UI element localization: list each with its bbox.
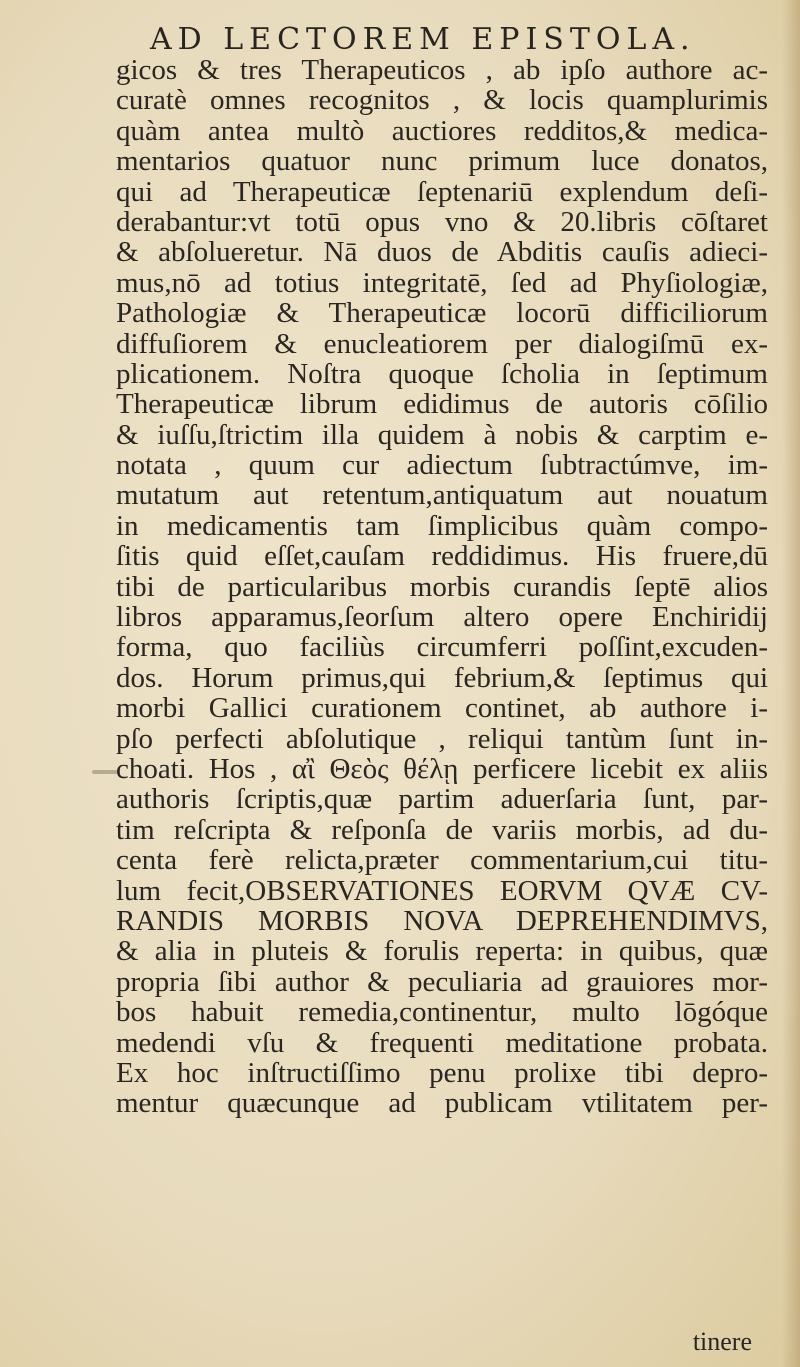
running-head: AD LECTOREM EPISTOLA.	[150, 22, 696, 57]
text-line: bos habuit remedia,continentur, multo lōgóque	[116, 996, 768, 1029]
text-line: authoris ſcriptis,quæ partim aduerſaria ſunt, par-	[116, 783, 768, 816]
text-line: derabantur:vt totū opus vno & 20.libris cōſtaret	[116, 205, 768, 238]
text-line: quàm antea multò auctiores redditos,& medica-	[116, 114, 768, 147]
text-line: RANDIS MORBIS NOVA DEPREHENDIMVS,	[116, 904, 768, 937]
text-line: diffuſiorem & enucleatiorem per dialogiſmū ex-	[116, 327, 768, 360]
text-line: Pathologiæ & Therapeuticæ locorū difficiliorum	[116, 297, 768, 330]
text-line: Therapeuticæ librum edidimus de autoris cōſilio	[116, 388, 768, 421]
text-line: tim reſcripta & reſponſa de variis morbis, ad du-	[116, 813, 768, 846]
text-line: mutatum aut retentum,antiquatum aut nouatum	[116, 479, 768, 512]
text-line: medendi vſu & frequenti meditatione probata.	[116, 1026, 768, 1059]
text-line: Ex hoc inſtructiſſimo penu prolixe tibi depro-	[116, 1056, 768, 1089]
text-line: lum fecit,OBSERVATIONES EORVM QVÆ CV-	[116, 874, 768, 907]
text-line: notata , quum cur adiectum ſubtractúmve, im-	[116, 449, 768, 482]
text-line: qui ad Therapeuticæ ſeptenariū explendum deſi-	[116, 175, 768, 208]
text-line: morbi Gallici curationem continet, ab authore i-	[116, 692, 768, 725]
text-line: gicos & tres Therapeuticos , ab ipſo authore ac-	[116, 54, 768, 86]
text-line: & abſolueretur. Nā duos de Abditis cauſis adieci-	[116, 236, 768, 269]
text-line: propria ſibi author & peculiaria ad grauiores mor-	[116, 965, 768, 998]
text-line: & iuſſu,ſtrictim illa quidem à nobis & carptim e-	[116, 418, 768, 451]
text-line: forma, quo faciliùs circumferri poſſint,excuden-	[116, 631, 768, 664]
text-line: pſo perfecti abſolutique , reliqui tantùm ſunt in-	[116, 722, 768, 755]
catchword: tinere	[692, 1327, 752, 1356]
text-line: mus,nō ad totius integritatē, ſed ad Phyſiologiæ,	[116, 266, 768, 299]
text-line: ſitis quid eſſet,cauſam reddidimus. His fruere,dū	[116, 540, 768, 573]
text-line: in medicamentis tam ſimplicibus quàm compo-	[116, 509, 768, 542]
text-line: & alia in pluteis & forulis reperta: in quibus, quæ	[116, 935, 768, 968]
text-line: tibi de particularibus morbis curandis ſeptē alios	[116, 570, 768, 603]
text-line: curatè omnes recognitos , & locis quamplurimis	[116, 84, 768, 117]
text-line: centa ferè relicta,præter commentarium,cui titu-	[116, 844, 768, 877]
text-line: libros apparamus,ſeorſum altero opere Enchiridij	[116, 601, 768, 634]
text-line: dos. Horum primus,qui febrium,& ſeptimus qui	[116, 661, 768, 694]
text-line: mentur quæcunque ad publicam vtilitatem per-	[116, 1087, 768, 1120]
text-line: mentarios quatuor nunc primum luce donatos,	[116, 145, 768, 178]
body-text	[116, 55, 768, 1119]
text-line: choati. Hos , αἲ Θεὸς θέλῃ perficere licebit ex aliis	[116, 752, 768, 785]
text-line: plicationem. Noſtra quoque ſcholia in ſeptimum	[116, 357, 768, 390]
page-edge-shadow	[782, 0, 800, 1367]
